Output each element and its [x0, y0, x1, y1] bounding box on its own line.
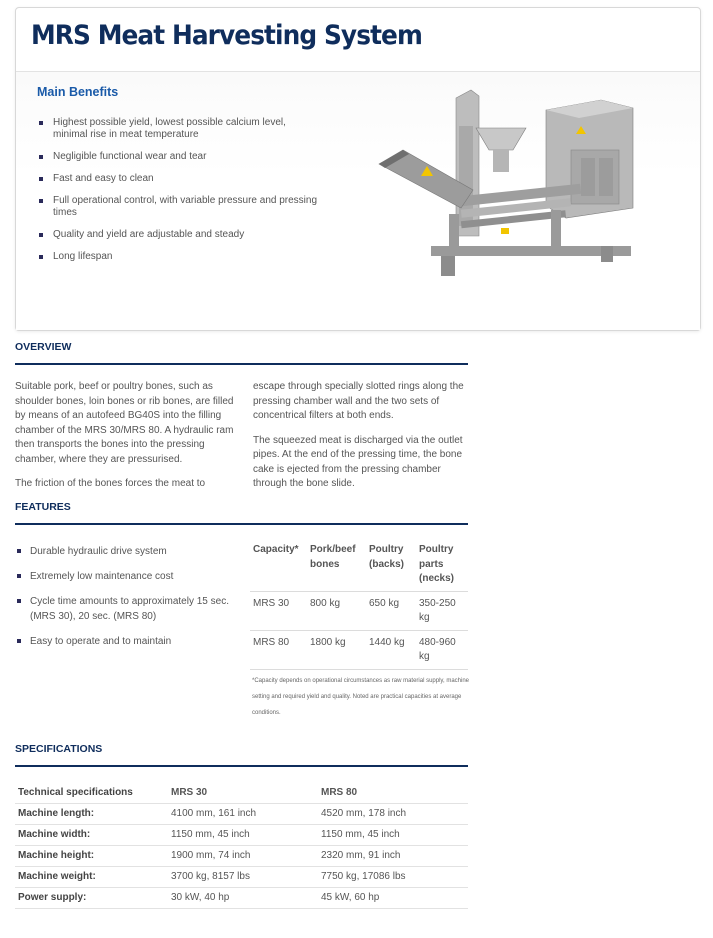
card-header: [16, 8, 700, 72]
benefit-item: Fast and easy to clean: [38, 173, 318, 185]
benefit-item: Quality and yield are adjustable and steady: [38, 229, 318, 241]
overview-right-column: [253, 380, 469, 502]
features-divider: [15, 523, 468, 525]
table-row: [15, 803, 468, 824]
capacity-cell: 1800 kg: [307, 630, 366, 669]
overview-paragraph: Suitable pork, beef or poultry bones, such as shoulder bones, loin bones or rib bones, are filled by means of an autofeed BG40S into the filling chamber of the MRS 30/MRS 80. A hydraulic ram then transports the bones into the pressing chamber, where they are pressurised.: [15, 381, 234, 465]
feature-item: Easy to operate and to maintain: [17, 634, 247, 649]
spec-value: 2320 mm, 91 inch: [318, 845, 468, 866]
benefits-title: Main Benefits: [37, 85, 119, 99]
capacity-cell: 480-960 kg: [416, 630, 468, 669]
capacity-footnote: *Capacity depends on operational circumstances as raw material supply, machine setting and required yield and quality. Noted are practical capacities at average conditions.: [252, 678, 469, 716]
overview-paragraph: The friction of the bones forces the meat to: [15, 478, 206, 489]
capacity-cell: 650 kg: [366, 591, 416, 630]
spec-label: Machine weight:: [15, 866, 168, 887]
features-title: FEATURES: [15, 501, 71, 513]
spec-value: 4520 mm, 178 inch: [318, 803, 468, 824]
capacity-header-cell: Pork/beef bones: [310, 544, 356, 570]
table-row: [15, 887, 468, 908]
capacity-table-header: [250, 541, 468, 591]
specifications-table: [15, 782, 468, 909]
feature-item: Cycle time amounts to approximately 15 sec. (MRS 30), 20 sec. (MRS 80): [17, 594, 247, 624]
table-row: [250, 630, 468, 669]
overview-left-column: [15, 380, 243, 502]
spec-header-cell: Technical specifications: [15, 782, 168, 803]
specifications-table-header: [15, 782, 468, 803]
overview-paragraph: escape through specially slotted rings along the pressing chamber wall and the two sets of concentrical filters at both ends.: [253, 381, 464, 421]
capacity-header-cell: Poultry (backs): [369, 544, 405, 570]
capacity-cell: 1440 kg: [366, 630, 416, 669]
capacity-table: [250, 541, 468, 670]
spec-value: 1150 mm, 45 inch: [168, 824, 318, 845]
spec-value: 45 kW, 60 hp: [318, 887, 468, 908]
table-row: [15, 845, 468, 866]
spec-value: 4100 mm, 161 inch: [168, 803, 318, 824]
machine-image: [361, 86, 646, 286]
overview-title: OVERVIEW: [15, 341, 72, 353]
spec-value: 3700 kg, 8157 lbs: [168, 866, 318, 887]
spec-value: 30 kW, 40 hp: [168, 887, 318, 908]
benefit-item: Highest possible yield, lowest possible calcium level, minimal rise in meat temperature: [38, 117, 318, 141]
overview-paragraph: The squeezed meat is discharged via the outlet pipes. At the end of the pressing time, the bone cake is ejected from the pressing chamber through the bone slide.: [253, 434, 463, 489]
spec-value: 1900 mm, 74 inch: [168, 845, 318, 866]
capacity-header-cell: Poultry parts (necks): [419, 544, 455, 584]
spec-value: 7750 kg, 17086 lbs: [318, 866, 468, 887]
benefit-item: Long lifespan: [38, 251, 318, 263]
benefit-item: Negligible functional wear and tear: [38, 151, 318, 163]
capacity-cell: 800 kg: [307, 591, 366, 630]
table-row: [15, 824, 468, 845]
page-title: MRS Meat Harvesting System: [31, 20, 422, 51]
capacity-cell: MRS 30: [250, 591, 307, 630]
specifications-divider: [15, 765, 468, 767]
spec-label: Machine length:: [15, 803, 168, 824]
table-row: [15, 866, 468, 887]
capacity-cell: 350-250 kg: [416, 591, 468, 630]
specifications-title: SPECIFICATIONS: [15, 743, 103, 755]
spec-header-cell: MRS 30: [168, 782, 318, 803]
overview-divider: [15, 363, 468, 365]
card-body: [16, 72, 700, 330]
features-list: [17, 544, 247, 659]
spec-header-cell: MRS 80: [318, 782, 468, 803]
spec-label: Power supply:: [15, 887, 168, 908]
benefit-item: Full operational control, with variable pressure and pressing times: [38, 195, 318, 219]
spec-label: Machine width:: [15, 824, 168, 845]
product-card: [15, 7, 701, 331]
capacity-header-cell: Capacity*: [253, 544, 299, 555]
feature-item: Extremely low maintenance cost: [17, 569, 247, 584]
spec-label: Machine height:: [15, 845, 168, 866]
capacity-cell: MRS 80: [250, 630, 307, 669]
table-row: [250, 591, 468, 630]
feature-item: Durable hydraulic drive system: [17, 544, 247, 559]
spec-value: 1150 mm, 45 inch: [318, 824, 468, 845]
benefits-list: [38, 117, 318, 273]
